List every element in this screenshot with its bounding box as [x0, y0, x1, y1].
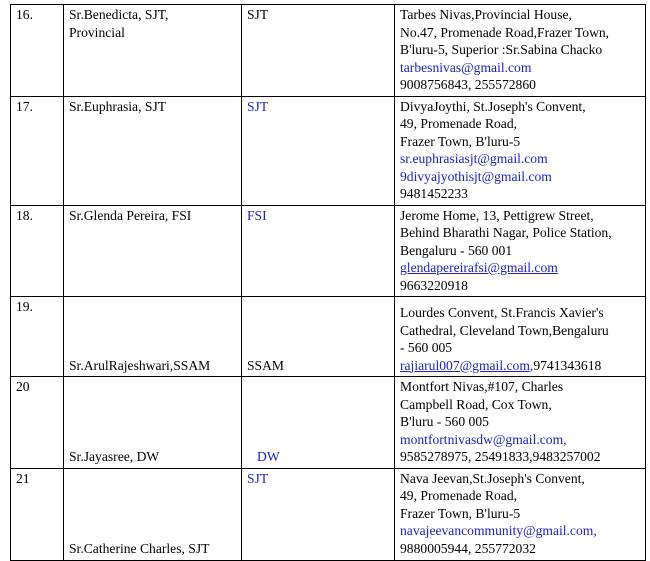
serial-number: 16.	[11, 5, 64, 97]
serial-number: 20	[11, 377, 64, 469]
text-line: Frazer Town, B'luru-5	[400, 505, 521, 521]
text-line: Provincial	[69, 24, 125, 40]
email-link[interactable]: rajiarul007@gmail.com,	[400, 357, 534, 373]
text-line: Jerome Home, 13, Pettigrew Street,	[400, 207, 594, 223]
congregation	[242, 377, 395, 469]
sister-name	[64, 96, 242, 205]
table-row	[11, 377, 646, 469]
community-directory-table	[10, 4, 646, 561]
sister-name	[64, 468, 242, 560]
sister-name	[64, 205, 242, 297]
text-line: Lourdes Convent, St.Francis Xavier's	[400, 305, 604, 320]
email-text: montfortnivasdw@gmail.com,	[400, 431, 567, 447]
text-line: Sr.Glenda Pereira, FSI	[69, 207, 192, 223]
phone-text: 9880005944, 255772032	[400, 540, 536, 556]
phone-text: 9481452233	[400, 186, 468, 201]
serial-number: 17.	[11, 96, 64, 205]
contact-details	[395, 96, 646, 205]
phone-text: 9663220918	[400, 277, 468, 293]
text-line: Sr.Benedicta, SJT,	[69, 7, 169, 22]
text-line	[400, 357, 640, 375]
table-row	[11, 96, 646, 205]
text-line: - 560 005	[400, 340, 453, 355]
text-line: Behind Bharathi Nagar, Police Station,	[400, 225, 612, 240]
contact-details	[395, 5, 646, 97]
contact-details	[395, 205, 646, 297]
text-line: B'luru - 560 005	[400, 414, 489, 429]
text-line: DivyaJoythi, St.Joseph's Convent,	[400, 98, 586, 114]
sister-name	[64, 297, 242, 377]
contact-details	[395, 468, 646, 560]
phone-text: 9741343618	[533, 357, 602, 373]
congregation: SJT	[242, 5, 395, 97]
serial-number: 21	[11, 468, 64, 560]
text-line: Montfort Nivas,#107, Charles	[400, 379, 564, 394]
text-line: Campbell Road, Cox Town,	[400, 396, 552, 412]
serial-number: 18.	[11, 205, 64, 297]
table-row	[11, 205, 646, 297]
text-line: Sr.Catherine Charles, SJT	[69, 541, 210, 556]
phone-text: 9585278975, 25491833,9483257002	[400, 449, 601, 464]
email-link[interactable]: glendapereirafsi@gmail.com	[400, 260, 558, 275]
congregation: SSAM	[242, 297, 395, 377]
text-line: 49, Promenade Road,	[400, 116, 518, 131]
text-line: 49, Promenade Road,	[400, 488, 518, 503]
table-row	[11, 468, 646, 560]
table-row	[11, 5, 646, 97]
contact-details	[395, 297, 646, 377]
email-text: navajeevancommunity@gmail.com,	[400, 523, 597, 538]
text-line: Sr.ArulRajeshwari,SSAM	[69, 357, 211, 373]
text-line: B'luru-5, Superior :Sr.Sabina Chacko	[400, 42, 603, 57]
text-line: Cathedral, Cleveland Town,Bengaluru	[400, 322, 609, 338]
contact-details	[395, 377, 646, 469]
text-line: Sr.Jayasree, DW	[69, 449, 160, 464]
text-line: No.47, Promenade Road,Frazer Town,	[400, 24, 610, 40]
phone-text: 9008756843, 255572860	[400, 77, 536, 92]
text-line: Tarbes Nivas,Provincial House,	[400, 7, 572, 22]
sister-name	[64, 5, 242, 97]
email-text: 9divyajyothisjt@gmail.com	[400, 168, 552, 184]
congregation: SJT	[242, 96, 395, 205]
serial-number: 19.	[11, 297, 64, 377]
email-text: sr.euphrasiasjt@gmail.com	[400, 151, 548, 166]
congregation: SJT	[242, 468, 395, 560]
congregation: FSI	[242, 205, 395, 297]
text-line: Sr.Euphrasia, SJT	[69, 98, 167, 114]
text-line: Bengaluru - 560 001	[400, 242, 513, 258]
sister-name	[64, 377, 242, 469]
text-line: Nava Jeevan,St.Joseph's Convent,	[400, 470, 585, 486]
email-text: tarbesnivas@gmail.com	[400, 59, 532, 75]
text-line: DW	[257, 449, 280, 464]
table-row	[11, 297, 646, 377]
text-line: Frazer Town, B'luru-5	[400, 133, 521, 149]
